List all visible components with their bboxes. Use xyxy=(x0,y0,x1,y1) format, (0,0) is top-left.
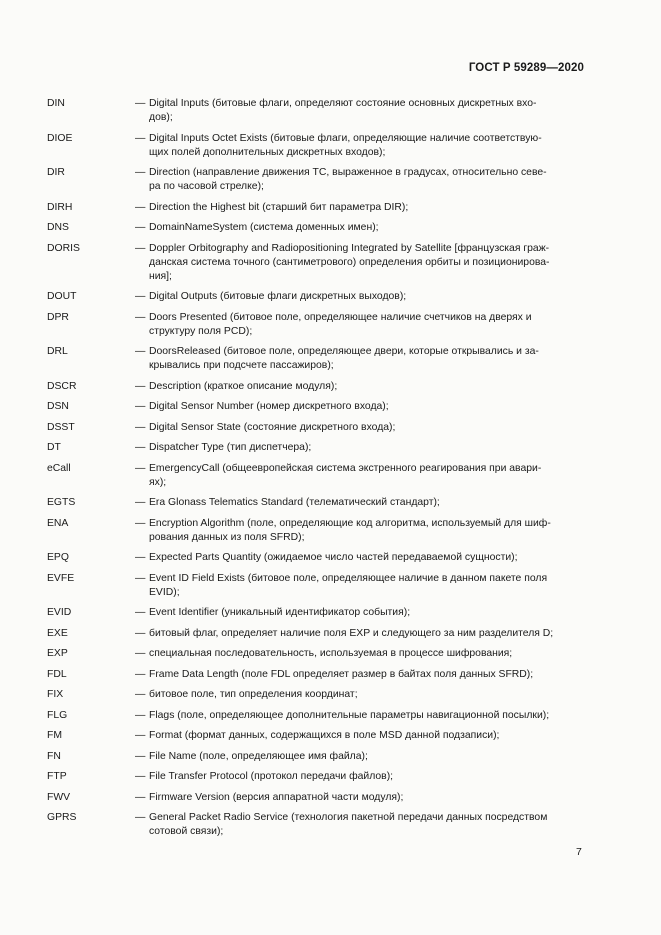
abbreviation-definition xyxy=(149,709,589,723)
abbreviation-definition xyxy=(149,551,589,565)
abbreviation-term: FIX xyxy=(47,689,64,700)
abbreviation-entry xyxy=(47,551,587,565)
abbreviation-term: DPR xyxy=(47,311,69,323)
definition-line: специальная последовательность, используемая в процессе шифрования; xyxy=(149,648,513,659)
definition-line: Doppler Orbitography and Radiopositioning Integrated by Satellite [французская граж- xyxy=(149,242,550,254)
abbreviation-term: DIOE xyxy=(47,132,73,144)
definition-line: Direction (направление движения ТС, выраженное в градусах, относительно севе- xyxy=(149,167,547,178)
definition-line: Format (формат данных, содержащихся в поле MSD данной подзаписи); xyxy=(149,730,500,741)
abbreviation-definition xyxy=(149,688,589,702)
definition-line: битовый флаг, определяет наличие поля EXP и следующего за ним разделителя D; xyxy=(149,627,554,639)
definition-line: Flags (поле, определяющее дополнительные параметры навигационной посылки); xyxy=(149,709,550,721)
abbreviation-entry xyxy=(47,400,587,414)
definition-line: DoorsReleased (битовое поле, определяющее двери, которые открывались и за- xyxy=(149,346,539,357)
abbreviation-term: DT xyxy=(47,442,61,453)
abbreviation-term: FTP xyxy=(47,771,67,782)
abbreviation-list xyxy=(47,97,587,846)
em-dash: — xyxy=(135,132,146,144)
abbreviation-term: DIRH xyxy=(47,201,73,213)
abbreviation-definition xyxy=(149,811,589,839)
em-dash: — xyxy=(135,98,146,109)
abbreviation-entry xyxy=(47,647,587,661)
em-dash: — xyxy=(135,648,146,659)
abbreviation-term: EVFE xyxy=(47,572,75,584)
abbreviation-entry xyxy=(47,750,587,764)
definition-line: Expected Parts Quantity (ожидаемое число частей передаваемой сущности); xyxy=(149,552,518,563)
em-dash: — xyxy=(135,201,146,213)
definition-line: крывались при подсчете пассажиров); xyxy=(149,360,334,371)
abbreviation-definition xyxy=(149,441,589,455)
abbreviation-entry xyxy=(47,201,587,215)
abbreviation-entry xyxy=(47,770,587,784)
abbreviation-definition xyxy=(149,380,589,394)
definition-line: ра по часовой стрелке); xyxy=(149,181,264,192)
page-number: 7 xyxy=(576,846,582,858)
abbreviation-term: ENA xyxy=(47,517,69,529)
em-dash: — xyxy=(135,222,146,233)
definition-line: Era Glonass Telematics Standard (телематический стандарт); xyxy=(149,497,440,508)
definition-line: General Packet Radio Service (технология пакетной передачи данных посредством xyxy=(149,812,548,823)
abbreviation-term: DNS xyxy=(47,222,69,233)
definition-line: дов); xyxy=(149,112,173,123)
abbreviation-entry xyxy=(47,311,587,339)
definition-line: Dispatcher Type (тип диспетчера); xyxy=(149,442,312,453)
em-dash: — xyxy=(135,462,146,474)
abbreviation-term: EXP xyxy=(47,648,68,659)
em-dash: — xyxy=(135,380,146,392)
abbreviation-definition xyxy=(149,132,589,160)
abbreviation-term: GPRS xyxy=(47,812,77,823)
abbreviation-entry xyxy=(47,380,587,394)
abbreviation-definition xyxy=(149,750,589,764)
em-dash: — xyxy=(135,791,146,803)
definition-line: Digital Inputs (битовые флаги, определяют состояние основных дискретных вхо- xyxy=(149,98,537,109)
abbreviation-entry xyxy=(47,97,587,125)
abbreviation-term: FN xyxy=(47,750,61,762)
abbreviation-entry xyxy=(47,221,587,235)
em-dash: — xyxy=(135,730,146,741)
abbreviation-term: EVID xyxy=(47,607,72,618)
abbreviation-term: DIR xyxy=(47,167,65,178)
em-dash: — xyxy=(135,627,146,639)
abbreviation-term: FWV xyxy=(47,791,71,803)
abbreviation-term: EXE xyxy=(47,627,68,639)
em-dash: — xyxy=(135,346,146,357)
definition-line: Frame Data Length (поле FDL определяет размер в байтах поля данных SFRD); xyxy=(149,668,534,680)
abbreviation-term: FLG xyxy=(47,709,68,721)
abbreviation-definition xyxy=(149,345,589,373)
abbreviation-definition xyxy=(149,496,589,510)
definition-line: DomainNameSystem (система доменных имен); xyxy=(149,222,379,233)
abbreviation-term: DSCR xyxy=(47,380,77,392)
abbreviation-definition xyxy=(149,421,589,435)
definition-line: Description (краткое описание модуля); xyxy=(149,380,338,392)
em-dash: — xyxy=(135,442,146,453)
abbreviation-definition xyxy=(149,791,589,805)
abbreviation-definition xyxy=(149,221,589,235)
abbreviation-definition xyxy=(149,572,589,600)
em-dash: — xyxy=(135,552,146,563)
definition-line: Encryption Algorithm (поле, определяющие код алгоритма, используемый для шиф- xyxy=(149,517,551,529)
abbreviation-definition xyxy=(149,166,589,194)
abbreviation-definition xyxy=(149,770,589,784)
abbreviation-definition xyxy=(149,668,589,682)
definition-line: Digital Outputs (битовые флаги дискретных выходов); xyxy=(149,291,407,302)
abbreviation-definition xyxy=(149,400,589,414)
abbreviation-term: DORIS xyxy=(47,242,80,254)
em-dash: — xyxy=(135,607,146,618)
em-dash: — xyxy=(135,668,146,680)
definition-line: битовое поле, тип определения координат; xyxy=(149,689,358,700)
abbreviation-definition xyxy=(149,606,589,620)
document-header: ГОСТ Р 59289—2020 xyxy=(468,62,584,74)
abbreviation-definition xyxy=(149,517,589,545)
em-dash: — xyxy=(135,771,146,782)
definition-line: EmergencyCall (общеевропейская система экстренного реагирования при авари- xyxy=(149,462,542,474)
em-dash: — xyxy=(135,401,146,412)
abbreviation-term: DOUT xyxy=(47,291,77,302)
em-dash: — xyxy=(135,291,146,302)
definition-line: щих полей дополнительных дискретных входов); xyxy=(149,146,386,158)
abbreviation-definition xyxy=(149,242,589,284)
abbreviation-entry xyxy=(47,627,587,641)
abbreviation-entry xyxy=(47,572,587,600)
em-dash: — xyxy=(135,709,146,721)
em-dash: — xyxy=(135,242,146,254)
em-dash: — xyxy=(135,421,146,433)
abbreviation-term: FDL xyxy=(47,668,67,680)
definition-line: Direction the Highest bit (старший бит параметра DIR); xyxy=(149,201,409,213)
abbreviation-entry xyxy=(47,709,587,723)
definition-line: Digital Sensor State (состояние дискретного входа); xyxy=(149,421,396,433)
abbreviation-entry xyxy=(47,791,587,805)
abbreviation-term: DIN xyxy=(47,98,65,109)
abbreviation-entry xyxy=(47,496,587,510)
abbreviation-definition xyxy=(149,97,589,125)
definition-line: Doors Presented (битовое поле, определяющее наличие счетчиков на дверях и xyxy=(149,311,532,323)
abbreviation-entry xyxy=(47,668,587,682)
abbreviation-entry xyxy=(47,517,587,545)
definition-line: Firmware Version (версия аппаратной части модуля); xyxy=(149,791,404,803)
abbreviation-entry xyxy=(47,132,587,160)
abbreviation-entry xyxy=(47,729,587,743)
definition-line: EVID); xyxy=(149,586,180,598)
abbreviation-definition xyxy=(149,647,589,661)
abbreviation-entry xyxy=(47,421,587,435)
definition-line: Event Identifier (уникальный идентификатор события); xyxy=(149,607,411,618)
em-dash: — xyxy=(135,167,146,178)
definition-line: Digital Inputs Octet Exists (битовые флаги, определяющие наличие соответствую- xyxy=(149,132,542,144)
abbreviation-entry xyxy=(47,166,587,194)
definition-line: данская система точного (сантиметрового) определения орбиты и позиционирова- xyxy=(149,256,550,268)
abbreviation-term: FM xyxy=(47,730,63,741)
abbreviation-term: DSST xyxy=(47,421,75,433)
em-dash: — xyxy=(135,311,146,323)
abbreviation-term: DSN xyxy=(47,401,69,412)
abbreviation-term: DRL xyxy=(47,346,68,357)
definition-line: рования данных из поля SFRD); xyxy=(149,531,305,543)
abbreviation-entry xyxy=(47,290,587,304)
em-dash: — xyxy=(135,497,146,508)
em-dash: — xyxy=(135,517,146,529)
em-dash: — xyxy=(135,812,146,823)
abbreviation-definition xyxy=(149,729,589,743)
definition-line: сотовой связи); xyxy=(149,826,224,837)
abbreviation-entry xyxy=(47,345,587,373)
definition-line: ях); xyxy=(149,476,167,488)
definition-line: File Name (поле, определяющее имя файла); xyxy=(149,750,368,762)
abbreviation-term: eCall xyxy=(47,462,71,474)
abbreviation-definition xyxy=(149,311,589,339)
abbreviation-entry xyxy=(47,441,587,455)
abbreviation-definition xyxy=(149,201,589,215)
definition-line: структуру поля PCD); xyxy=(149,325,253,337)
definition-line: File Transfer Protocol (протокол передачи файлов); xyxy=(149,771,394,782)
em-dash: — xyxy=(135,572,146,584)
abbreviation-entry xyxy=(47,688,587,702)
abbreviation-term: EGTS xyxy=(47,497,76,508)
em-dash: — xyxy=(135,689,146,700)
abbreviation-entry xyxy=(47,242,587,284)
abbreviation-definition xyxy=(149,462,589,490)
em-dash: — xyxy=(135,750,146,762)
abbreviation-definition xyxy=(149,627,589,641)
abbreviation-definition xyxy=(149,290,589,304)
abbreviation-entry xyxy=(47,462,587,490)
abbreviation-term: EPQ xyxy=(47,552,69,563)
definition-line: Event ID Field Exists (битовое поле, определяющее наличие в данном пакете поля xyxy=(149,572,548,584)
definition-line: Digital Sensor Number (номер дискретного входа); xyxy=(149,401,389,412)
abbreviation-entry xyxy=(47,606,587,620)
definition-line: ния]; xyxy=(149,270,172,282)
abbreviation-entry xyxy=(47,811,587,839)
